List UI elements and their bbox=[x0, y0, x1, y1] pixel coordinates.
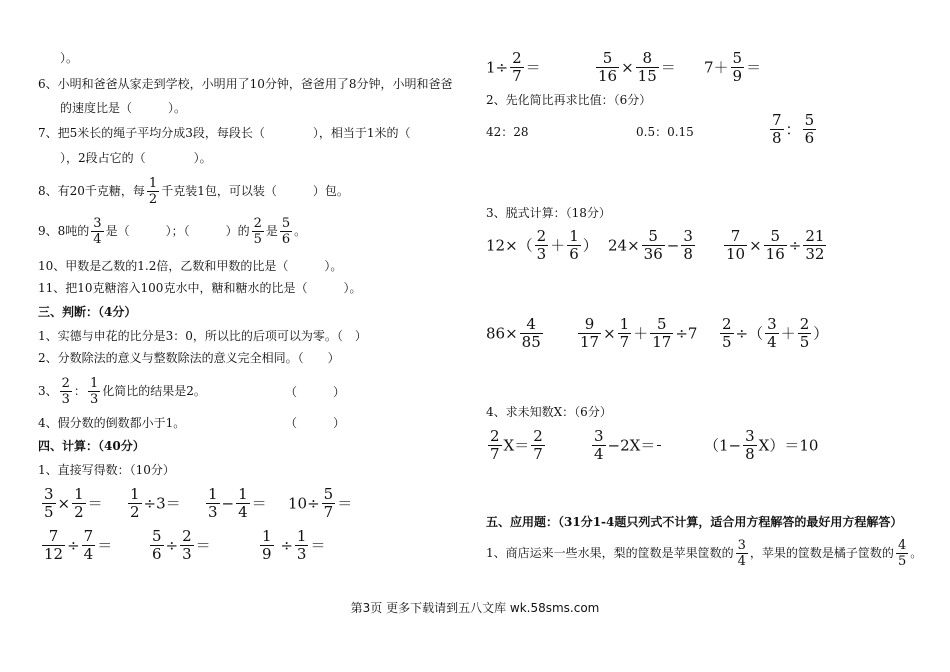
calc-item: $\frac{7}{10}$ × $\frac{5}{16}$ ÷ $\frac{21}{32}$ bbox=[726, 227, 825, 263]
calc-item: $\frac{7}{12}$ ÷ $\frac{7}{4}$ ＝ bbox=[44, 527, 113, 563]
fraction: $\frac{2}{3}$ bbox=[61, 376, 70, 407]
equation-item: （1− $\frac{3}{8}$ X）＝10 bbox=[704, 427, 819, 463]
calc-item: $\frac{1}{2}$ ÷3＝ bbox=[130, 485, 181, 521]
judge-4-blank: （ ） bbox=[285, 416, 346, 430]
calc-item: 86× $\frac{4}{85}$ bbox=[486, 315, 541, 351]
q8-text-a: 8、有20千克糖，每 bbox=[38, 184, 145, 198]
ratio-item-3: $\frac{7}{8}$ ： $\frac{5}{6}$ bbox=[772, 111, 815, 147]
calc-item: 7＋ $\frac{5}{9}$ ＝ bbox=[704, 49, 762, 85]
section-4-heading: 四、计算：（40分） bbox=[38, 439, 145, 453]
stepwise-heading: 3、脱式计算：（18分） bbox=[486, 206, 611, 220]
application-1 bbox=[486, 538, 922, 569]
j3-text-a: 3、 bbox=[38, 384, 58, 398]
calc-item: 1÷ $\frac{2}{7}$ ＝ bbox=[486, 49, 541, 85]
calc-item: $\frac{9}{17}$ × $\frac{1}{7}$ ＋ $\frac{5}{17}$ ÷7 bbox=[580, 315, 698, 351]
ratio-heading: 2、先化简比再求比值：（6分） bbox=[486, 93, 652, 107]
ratio-item-1: 42：28 bbox=[486, 125, 529, 139]
app1-text-c: 。 bbox=[910, 546, 923, 560]
equation-item: $\frac{2}{7}$ X＝ $\frac{2}{7}$ bbox=[490, 427, 543, 463]
calc-item: $\frac{1}{9}$ ÷ $\frac{1}{3}$ ＝ bbox=[262, 527, 326, 563]
q8-text-b: 千克装1包，可以装（ ）包。 bbox=[161, 184, 349, 198]
solve-x-heading: 4、求未知数X：（6分） bbox=[486, 405, 612, 419]
question-6-line2: 的速度比是（ ）。 bbox=[60, 101, 187, 115]
calc-item: $\frac{2}{5}$ ÷（ $\frac{3}{4}$ ＋ $\frac{2}{5}$ ） bbox=[722, 315, 829, 351]
calc-item: $\frac{5}{6}$ ÷ $\frac{2}{3}$ ＝ bbox=[152, 527, 211, 563]
calc-item: $\frac{5}{16}$ × $\frac{8}{15}$ ＝ bbox=[598, 49, 676, 85]
app1-text-b: ，苹果的筐数是橘子筐数的 bbox=[749, 546, 894, 560]
judge-3-blank: （ ） bbox=[285, 385, 346, 399]
fraction: $\frac{5}{6}$ bbox=[281, 216, 291, 247]
question-8 bbox=[38, 176, 349, 207]
calc-item: 12×（ $\frac{2}{3}$ ＋ $\frac{1}{6}$ ） bbox=[486, 227, 598, 263]
page-footer: 第3页 更多下载请到五八文库 wk.58sms.com bbox=[350, 601, 600, 615]
question-11: 11、把10克糖溶入100克水中，糖和糖水的比是（ ）。 bbox=[38, 281, 362, 295]
equation-item: $\frac{3}{4}$ −2X＝ bbox=[590, 428, 663, 463]
calc-item: 24× $\frac{5}{36}$ − $\frac{3}{8}$ bbox=[608, 227, 693, 263]
fraction: $\frac{3}{4}$ bbox=[93, 216, 102, 247]
calc-1-heading: 1、直接写得数：（10分） bbox=[38, 463, 175, 477]
fraction: $\frac{3}{4}$ bbox=[737, 538, 746, 569]
q5-tail: ）。 bbox=[60, 51, 79, 65]
fraction: $\frac{2}{5}$ bbox=[253, 216, 262, 247]
q9-text-d: 。 bbox=[294, 224, 307, 238]
fraction: $\frac{1}{2}$ bbox=[148, 176, 158, 207]
judge-1: 1、实德与申花的比分是3：0，所以比的后项可以为零。（ ） bbox=[38, 329, 367, 343]
ratio-item-2: 0.5：0.15 bbox=[636, 125, 694, 139]
judge-2: 2、分数除法的意义与整数除法的意义完全相同。（ ） bbox=[38, 351, 340, 365]
j3-text-b: 化简比的结果是2。 bbox=[102, 384, 206, 398]
calc-item: $\frac{1}{3}$ − $\frac{1}{4}$ ＝ bbox=[208, 485, 267, 521]
q9-text-a: 9、8吨的 bbox=[38, 224, 90, 238]
judge-3: 3、 $\frac{2}{3}$ ： $\frac{1}{3}$ 化简比的结果是2。 bbox=[38, 376, 206, 407]
question-10: 10、甲数是乙数的1.2倍，乙数和甲数的比是（ ）。 bbox=[38, 259, 343, 273]
section-5-heading: 五、应用题：（31分1-4题只列式不计算，适合用方程解答的最好用方程解答） bbox=[486, 515, 903, 529]
question-7-line2: ），2段占它的（ ）。 bbox=[60, 151, 212, 165]
q9-text-b: 是（ ）；（ ）的 bbox=[105, 224, 250, 238]
q9-text-c: 是 bbox=[265, 224, 278, 238]
question-6-line1: 6、小明和爸爸从家走到学校，小明用了10分钟，爸爸用了8分钟，小明和爸爸 bbox=[38, 77, 453, 91]
calc-item: $\frac{3}{5}$ × $\frac{1}{2}$ ＝ bbox=[44, 485, 103, 521]
section-3-heading: 三、判断：（4分） bbox=[38, 305, 137, 319]
fraction: $\frac{4}{5}$ bbox=[897, 538, 907, 569]
judge-4: 4、假分数的倒数都小于1。 bbox=[38, 416, 186, 430]
fraction: $\frac{1}{3}$ bbox=[89, 376, 99, 407]
calc-item: 10÷ $\frac{5}{7}$ ＝ bbox=[288, 485, 353, 521]
question-7-line1: 7、把5米长的绳子平均分成3段，每段长（ ），相当于1米的（ bbox=[38, 126, 411, 140]
app1-text-a: 1、商店运来一些水果，梨的筐数是苹果筐数的 bbox=[486, 546, 734, 560]
question-9 bbox=[38, 216, 306, 247]
